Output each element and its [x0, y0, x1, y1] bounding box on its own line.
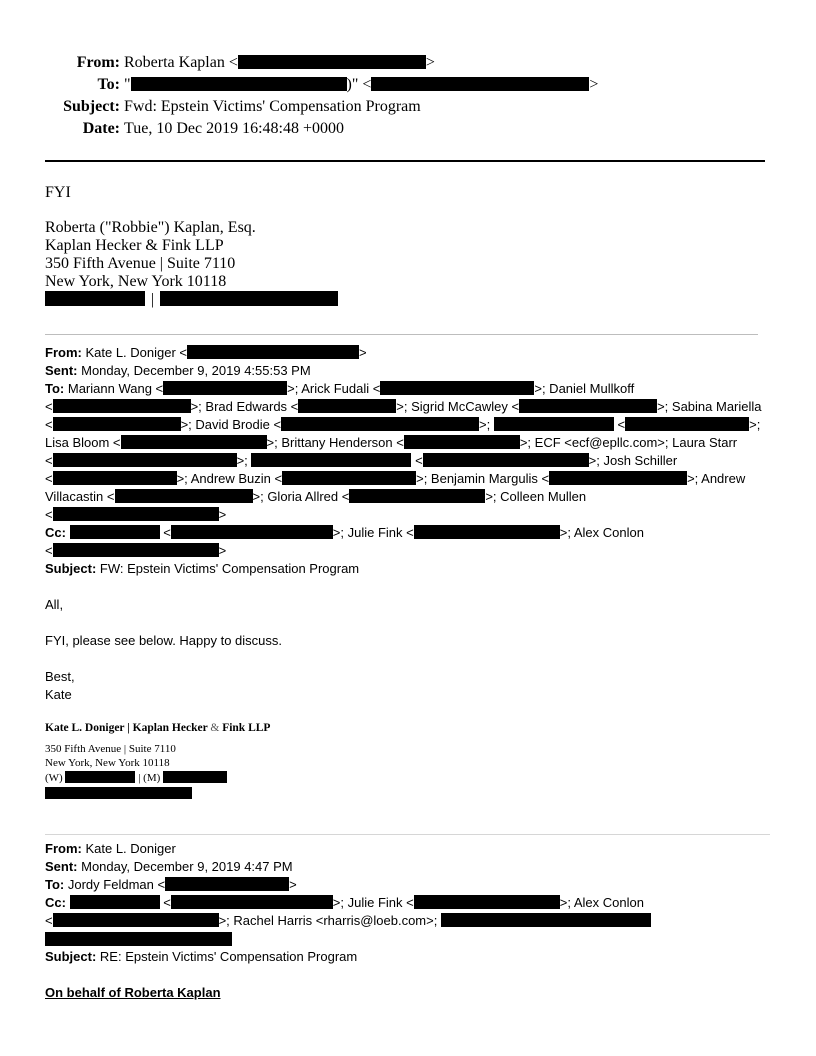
redaction — [163, 381, 287, 395]
email2-on-behalf: On behalf of Roberta Kaplan — [45, 985, 221, 1000]
email2-to-row: To: Jordy Feldman < > — [45, 877, 297, 892]
redaction — [45, 291, 145, 306]
redaction — [298, 399, 396, 413]
email1-to-row-4: Lisa Bloom < >; Brittany Henderson < >; ECF <ecf@epllc.com>; Laura Starr — [45, 435, 738, 450]
redaction — [53, 399, 191, 413]
email2-cc-row-2: < >; Rachel Harris <rharris@loeb.com>; — [45, 912, 651, 930]
header-subject-label: Subject: — [63, 98, 120, 115]
redaction — [171, 895, 333, 909]
email1-sent-row: Sent: Monday, December 9, 2019 4:55:53 PM — [45, 363, 311, 378]
redaction — [519, 399, 657, 413]
redaction — [441, 913, 651, 927]
sig-line-2: Kaplan Hecker & Fink LLP — [45, 237, 224, 254]
redaction — [121, 435, 267, 449]
redaction — [187, 345, 359, 359]
redaction — [414, 895, 560, 909]
email1-to-row-5: < >; < >; Josh Schiller — [45, 453, 678, 468]
email1-to-row-6: < >; Andrew Buzin < >; Benjamin Margulis < >; Andrew — [45, 471, 746, 486]
redaction — [494, 417, 614, 431]
header-to-label: To: — [97, 76, 120, 93]
email1-to-row-1: To: Mariann Wang < >; Arick Fudali < >; Daniel Mullkoff — [45, 381, 635, 396]
email1-closing: Best, — [45, 669, 75, 684]
redaction — [45, 932, 232, 946]
email1-to-row-3: < >; David Brodie < >; < >; — [45, 417, 761, 432]
redaction — [414, 525, 560, 539]
redaction — [251, 453, 411, 467]
redaction — [53, 471, 177, 485]
redaction — [371, 77, 589, 91]
redaction — [171, 525, 333, 539]
email1-subject-row: Subject: FW: Epstein Victims' Compensation Program — [45, 561, 360, 576]
redaction — [282, 471, 416, 485]
header-date-value: Tue, 10 Dec 2019 16:48:48 +0000 — [124, 120, 344, 137]
email1-to-row-7: Villacastin < >; Gloria Allred < >; Colleen Mullen — [45, 489, 587, 504]
redaction — [53, 543, 219, 557]
header-date-row — [0, 118, 344, 140]
redaction — [115, 489, 253, 503]
header-divider — [45, 160, 765, 162]
header-to-row: To: " )" < > — [0, 74, 598, 96]
header-from-label: From: — [76, 54, 120, 71]
email1-divider — [45, 334, 758, 335]
redaction — [160, 291, 338, 306]
signature-name: Kate L. Doniger — [45, 722, 125, 734]
redaction — [70, 895, 160, 909]
header-date-label: Date: — [82, 120, 120, 137]
email1-text: FYI, please see below. Happy to discuss. — [45, 633, 283, 648]
signature-phone-row: (W) | (M) — [45, 771, 227, 785]
header-from-value: Roberta Kaplan < — [124, 54, 238, 71]
sig-line-1: Roberta ("Robbie") Kaplan, Esq. — [45, 219, 256, 236]
redaction — [349, 489, 485, 503]
email1-to-row-8: < > — [45, 507, 227, 522]
redaction — [380, 381, 534, 395]
email2-sent-row: Sent: Monday, December 9, 2019 4:47 PM — [45, 859, 293, 874]
redaction — [65, 771, 135, 783]
redaction — [165, 877, 289, 891]
header-from-row: From: Roberta Kaplan < > — [0, 52, 435, 74]
redaction — [625, 417, 749, 431]
redaction — [53, 913, 219, 927]
redaction — [238, 55, 426, 69]
signature-address-2: New York, New York 10118 — [45, 757, 170, 769]
email1-greeting: All, — [45, 597, 64, 612]
redaction — [549, 471, 687, 485]
sig-line-3: 350 Fifth Avenue | Suite 7110 — [45, 255, 236, 272]
header-subject-row — [0, 96, 421, 118]
redaction — [53, 453, 237, 467]
redaction — [163, 771, 227, 783]
signature-address-1: 350 Fifth Avenue | Suite 7110 — [45, 743, 176, 755]
email2-subject-row: Subject: RE: Epstein Victims' Compensation Program — [45, 949, 358, 964]
header-subject-value: Fwd: Epstein Victims' Compensation Program — [124, 98, 421, 115]
email2-divider — [45, 834, 770, 835]
email2-cc-row-1: Cc: < >; Julie Fink < >; Alex Conlon — [45, 895, 644, 910]
email1-cc-row-1: Cc: < >; Julie Fink < >; Alex Conlon — [45, 525, 644, 540]
email1-sender-name: Kate — [45, 687, 72, 702]
email1-cc-row-2: < > — [45, 543, 227, 558]
redaction — [131, 77, 347, 91]
email1-from-row: From: Kate L. Doniger < > — [45, 345, 367, 360]
signature-name-row: Kate L. Doniger | Kaplan Hecker & Fink LLP — [45, 722, 271, 734]
fyi-text: FYI — [45, 184, 71, 201]
sig-line-4: New York, New York 10118 — [45, 273, 227, 290]
redaction — [53, 417, 181, 431]
redaction — [53, 507, 219, 521]
email1-to-row-2: < >; Brad Edwards < >; Sigrid McCawley < >; Sabina Mariella — [45, 399, 762, 414]
sig-contact-row: | — [45, 291, 338, 309]
redaction — [70, 525, 160, 539]
redaction — [423, 453, 589, 467]
redaction — [404, 435, 520, 449]
email2-from-row: From: Kate L. Doniger — [45, 841, 176, 856]
redaction — [45, 787, 192, 799]
redaction — [281, 417, 479, 431]
